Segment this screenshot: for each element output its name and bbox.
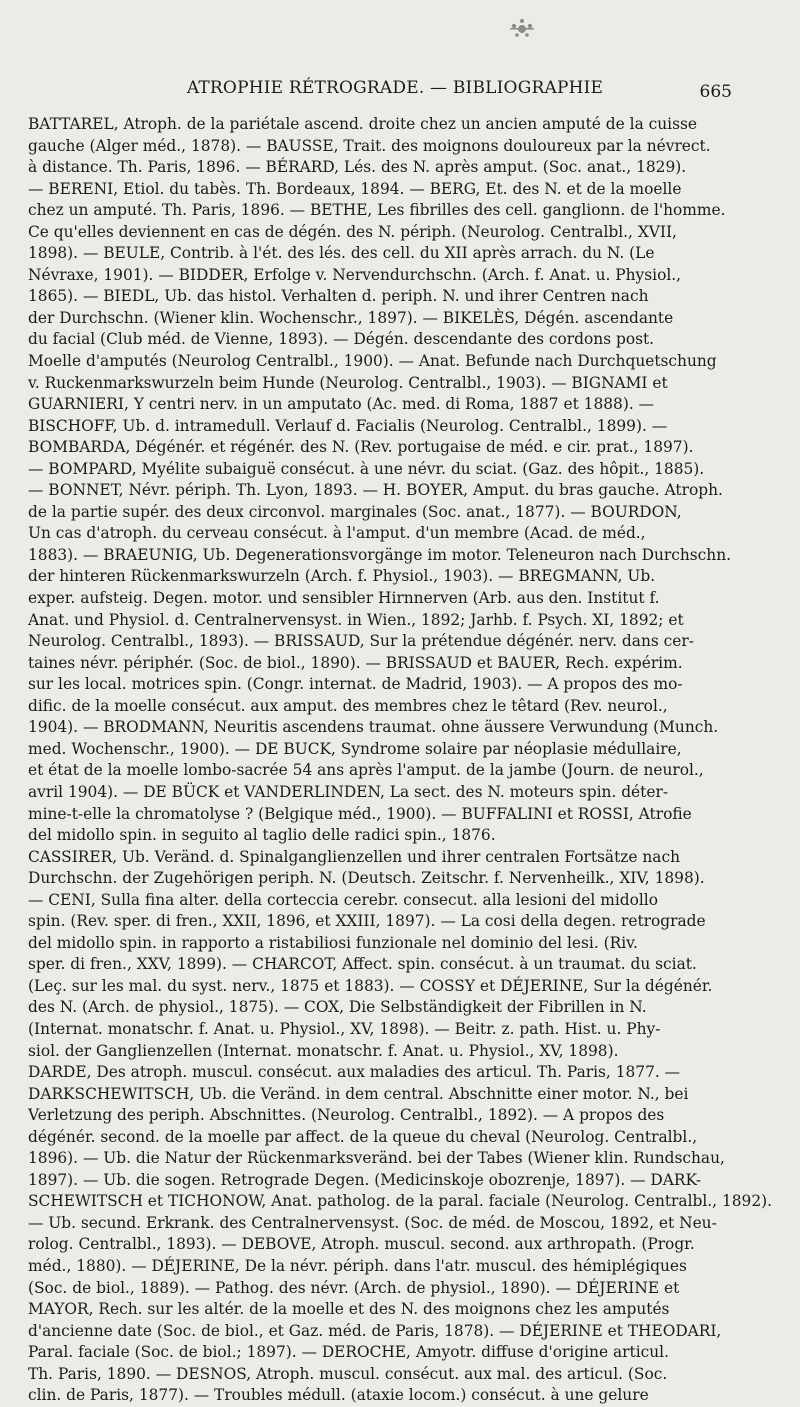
text-line: Névraxe, 1901). — BIDDER, Erfolge v. Nervendurchschn. (Arch. f. Anat. u. Physiol.,: [28, 265, 682, 284]
text-line: exper. aufsteig. Degen. motor. und sensibler Hirnnerven (Arb. aus den. Institut f.: [28, 589, 660, 608]
bibliography-paragraph: [28, 1062, 774, 1407]
text-line: del midollo spin. in rapporto a ristabiliosi funzionale nel dominio del lesi. (Riv.: [28, 933, 638, 952]
text-line: BISCHOFF, Ub. d. intramedull. Verlauf d. Facialis (Neurolog. Centralbl., 1899). —: [28, 416, 668, 435]
text-line: chez un amputé. Th. Paris, 1896. — BETHE, Les fibrilles des cell. ganglionn. de l'homme.: [28, 201, 726, 220]
text-line: sur les local. motrices spin. (Congr. internat. de Madrid, 1903). — A propos des mo-: [28, 675, 683, 694]
text-line: Ce qu'elles deviennent en cas de dégén. des N. périph. (Neurolog. Centralbl., XVII,: [28, 222, 677, 241]
text-line: — BERENI, Etiol. du tabès. Th. Bordeaux, 1894. — BERG, Et. des N. et de la moelle: [28, 179, 682, 198]
text-line: à distance. Th. Paris, 1896. — BÉRARD, Lés. des N. après amput. (Soc. anat., 1829).: [28, 158, 687, 177]
text-line: mine-t-elle la chromatolyse ? (Belgique méd., 1900). — BUFFALINI et ROSSI, Atrofie: [28, 804, 692, 823]
bibliography-paragraph: [28, 847, 774, 1062]
text-line: 1896). — Ub. die Natur der Rückenmarksveränd. bei der Tabes (Wiener klin. Rundschau,: [28, 1149, 725, 1168]
text-line: CASSIRER, Ub. Veränd. d. Spinalganglienzellen und ihrer centralen Fortsätze nach: [28, 847, 681, 866]
text-line: 1865). — BIEDL, Ub. das histol. Verhalten d. periph. N. und ihrer Centren nach: [28, 287, 649, 306]
text-line: dégénér. second. de la moelle par affect. de la queue du cheval (Neurolog. Centralbl.,: [28, 1127, 698, 1146]
text-line: rolog. Centralbl., 1893). — DEBOVE, Atroph. muscul. second. aux arthropath. (Progr.: [28, 1235, 695, 1254]
text-line: des N. (Arch. de physiol., 1875). — COX, Die Selbständigkeit der Fibrillen in N.: [28, 998, 647, 1017]
text-line: dific. de la moelle consécut. aux amput. des membres chez le têtard (Rev. neurol.,: [28, 696, 668, 715]
text-line: MAYOR, Rech. sur les altér. de la moelle et des N. des moignons chez les amputés: [28, 1300, 670, 1319]
text-line: — BONNET, Névr. périph. Th. Lyon, 1893. — H. BOYER, Amput. du bras gauche. Atroph.: [28, 481, 723, 500]
text-line: du facial (Club méd. de Vienne, 1893). — Dégén. descendante des cordons post.: [28, 330, 655, 349]
text-line: der Durchschn. (Wiener klin. Wochenschr., 1897). — BIKELÈS, Dégén. ascendante: [28, 308, 674, 327]
text-line: 1883). — BRAEUNIG, Ub. Degenerationsvorgänge im motor. Teleneuron nach Durchschn.: [28, 545, 732, 564]
text-line: SCHEWITSCH et TICHONOW, Anat. patholog. de la paral. faciale (Neurolog. Centralbl., 1892).: [28, 1192, 773, 1211]
text-line: taines névr. périphér. (Soc. de biol., 1890). — BRISSAUD et BAUER, Rech. expérim.: [28, 653, 683, 672]
text-line: méd., 1880). — DÉJERINE, De la névr. périph. dans l'atr. muscul. des hémiplégiques: [28, 1256, 687, 1275]
text-line: siol. der Ganglienzellen (Internat. monatschr. f. Anat. u. Physiol., XV, 1898).: [28, 1041, 619, 1060]
bibliography-body: [28, 114, 774, 1407]
text-line: BATTAREL, Atroph. de la pariétale ascend. droite chez un ancien amputé de la cuisse: [28, 115, 697, 133]
text-line: Anat. und Physiol. d. Centralnervensyst. in Wien., 1892; Jarhb. f. Psych. XI, 1892; et: [28, 610, 684, 629]
text-line: de la partie supér. des deux circonvol. marginales (Soc. anat., 1877). — BOURDON,: [28, 502, 682, 521]
bibliography-paragraph: [28, 114, 774, 847]
text-line: med. Wochenschr., 1900). — DE BUCK, Syndrome solaire par néoplasie médullaire,: [28, 739, 682, 758]
text-line: 1898). — BEULE, Contrib. à l'ét. des lés. des cell. du XII après arrach. du N. (Le: [28, 244, 655, 263]
text-line: avril 1904). — DE BÜCK et VANDERLINDEN, La sect. des N. moteurs spin. déter-: [28, 782, 669, 801]
text-line: — Ub. secund. Erkrank. des Centralnervensyst. (Soc. de méd. de Moscou, 1892, et Neu-: [28, 1213, 717, 1232]
text-line: Neurolog. Centralbl., 1893). — BRISSAUD, Sur la prétendue dégénér. nerv. dans cer-: [28, 632, 694, 651]
text-line: gauche (Alger méd., 1878). — BAUSSE, Trait. des moignons douloureux par la névrect.: [28, 136, 711, 155]
text-line: d'ancienne date (Soc. de biol., et Gaz. méd. de Paris, 1878). — DÉJERINE et THEODARI,: [28, 1321, 722, 1340]
running-title: ATROPHIE RÉTROGRADE. — BIBLIOGRAPHIE: [186, 78, 604, 98]
text-line: — CENI, Sulla fina alter. della corteccia cerebr. consecut. alla lesioni del midollo: [28, 890, 658, 909]
text-line: DARKSCHEWITSCH, Ub. die Veränd. in dem central. Abschnitte einer motor. N., bei: [28, 1084, 689, 1103]
text-line: sper. di fren., XXV, 1899). — CHARCOT, Affect. spin. consécut. à un traumat. du sciat.: [28, 955, 697, 974]
text-line: (Leç. sur les mal. du syst. nerv., 1875 et 1883). — COSSY et DÉJERINE, Sur la dégénér.: [28, 976, 713, 995]
text-line: 1897). — Ub. die sogen. Retrograde Degen. (Medicinskoje obozrenje, 1897). — DARK-: [28, 1170, 702, 1189]
text-line: — BOMPARD, Myélite subaiguë consécut. à une névr. du sciat. (Gaz. des hôpit., 1885).: [28, 459, 705, 478]
text-line: DARDE, Des atroph. muscul. consécut. aux maladies des articul. Th. Paris, 1877. —: [28, 1063, 681, 1082]
text-line: spin. (Rev. sper. di fren., XXII, 1896, et XXIII, 1897). — La cosi della degen. retrograde: [28, 912, 706, 931]
text-line: Durchschn. der Zugehörigen periph. N. (Deutsch. Zeitschr. f. Nervenheilk., XIV, 1898).: [28, 869, 705, 888]
text-line: et état de la moelle lombo-sacrée 54 ans après l'amput. de la jambe (Journ. de neurol.,: [28, 761, 704, 780]
text-line: 1904). — BRODMANN, Neuritis ascendens traumat. ohne äussere Verwundung (Munch.: [28, 718, 719, 737]
text-line: del midollo spin. in seguito al taglio delle radici spin., 1876.: [28, 826, 496, 845]
text-line: (Soc. de biol., 1889). — Pathog. des névr. (Arch. de physiol., 1890). — DÉJERINE et: [28, 1278, 680, 1297]
text-line: BOMBARDA, Dégénér. et régénér. des N. (Rev. portugaise de méd. e cir. prat., 1897).: [28, 438, 694, 457]
page-number: 665: [699, 82, 732, 102]
text-line: Paral. faciale (Soc. de biol.; 1897). — DEROCHE, Amyotr. diffuse d'origine articul.: [28, 1343, 669, 1362]
text-line: GUARNIERI, Y centri nerv. in un amputato (Ac. med. di Roma, 1887 et 1888). —: [28, 395, 655, 414]
text-line: Th. Paris, 1890. — DESNOS, Atroph. muscul. consécut. aux mal. des articul. (Soc.: [28, 1364, 668, 1383]
printer-ornament-icon: [508, 18, 536, 40]
text-line: Moelle d'amputés (Neurolog Centralbl., 1900). — Anat. Befunde nach Durchquetschung: [28, 352, 717, 371]
text-line: Verletzung des periph. Abschnittes. (Neurolog. Centralbl., 1892). — A propos des: [28, 1106, 665, 1125]
text-line: (Internat. monatschr. f. Anat. u. Physiol., XV, 1898). — Beitr. z. path. Hist. u. Phy-: [28, 1019, 661, 1038]
page-header: [60, 76, 730, 104]
text-line: Un cas d'atroph. du cerveau consécut. à l'amput. d'un membre (Acad. de méd.,: [28, 524, 646, 543]
text-line: der hinteren Rückenmarkswurzeln (Arch. f. Physiol., 1903). — BREGMANN, Ub.: [28, 567, 656, 586]
text-line: clin. de Paris, 1877). — Troubles médull. (ataxie locom.) consécut. à une gelure: [28, 1386, 649, 1405]
text-line: v. Ruckenmarkswurzeln beim Hunde (Neurolog. Centralbl., 1903). — BIGNAMI et: [28, 373, 668, 392]
